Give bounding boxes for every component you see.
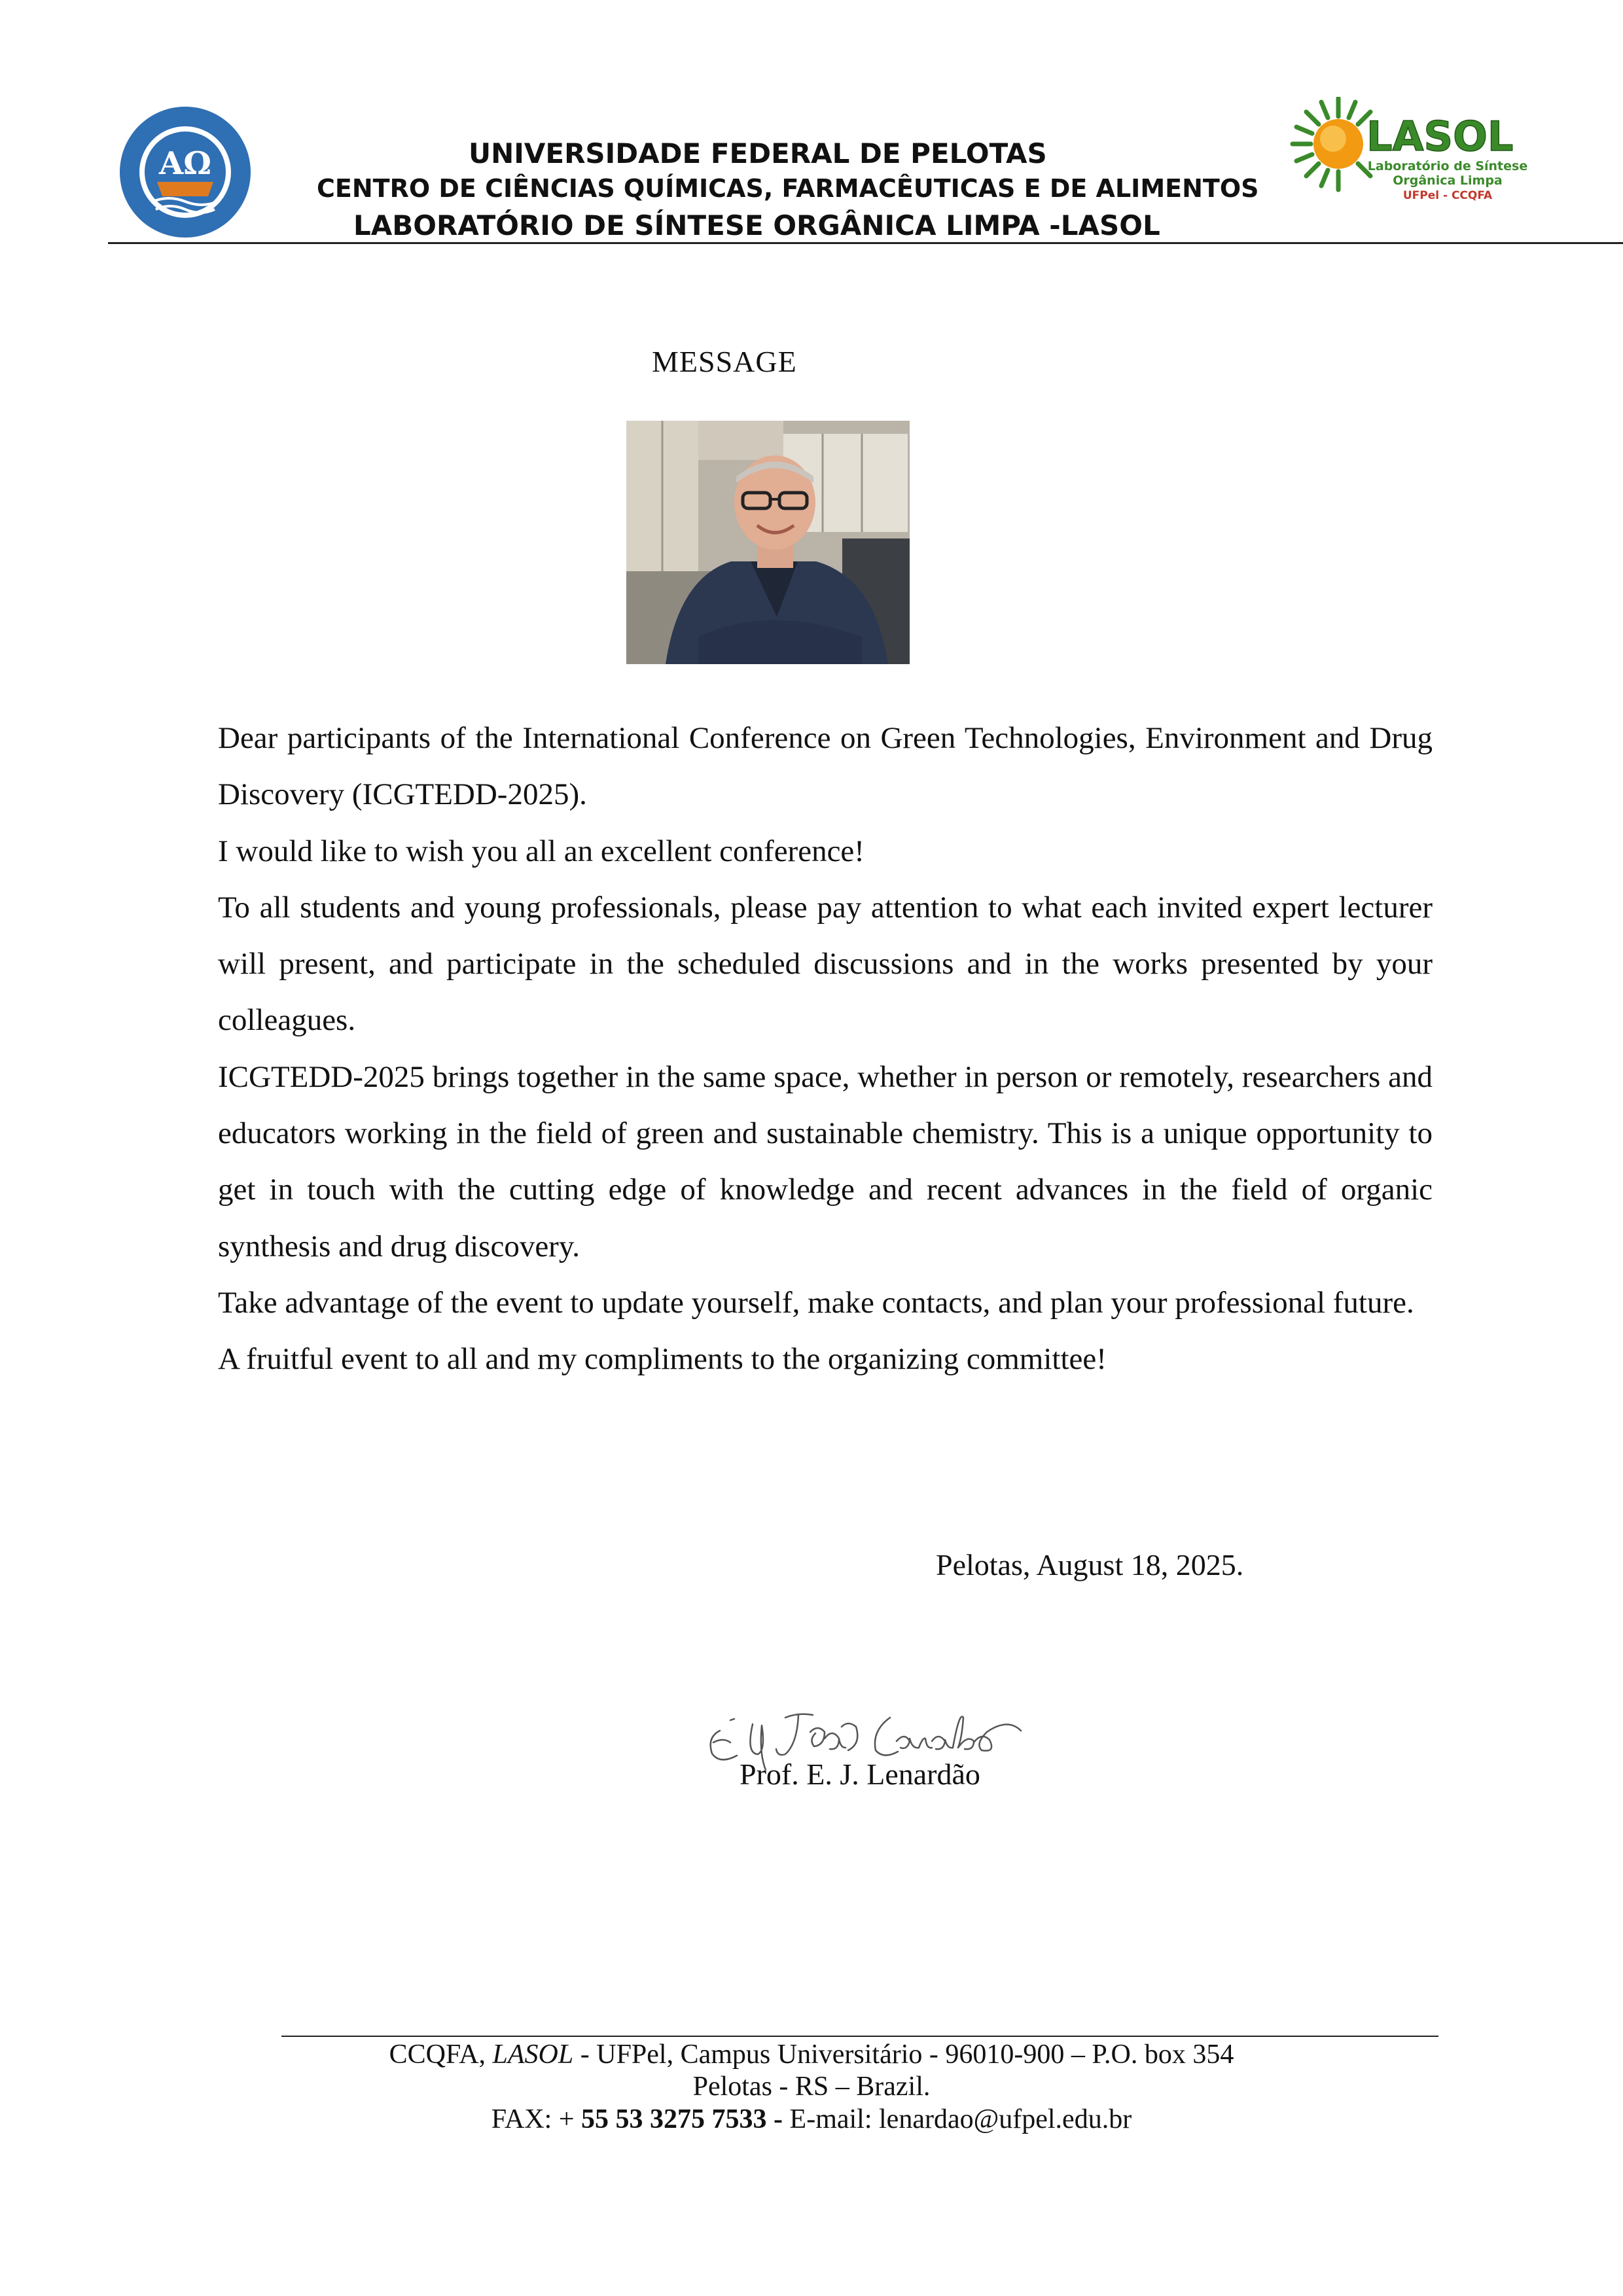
message-body	[218, 710, 1433, 1388]
header-divider	[108, 242, 1623, 244]
paragraph-4: ICGTEDD-2025 brings together in the same space, whether in person or remotely, researchers and educators working in the field of green and sustainable chemistry. This is a unique opportunity to get in touch with the cutting edge of knowledge and recent advances in the field of organic synthesis and drug discovery.	[218, 1059, 1433, 1263]
lasol-sun-icon	[1276, 97, 1531, 208]
footer-contact	[0, 2102, 1623, 2136]
svg-text:UFPel - CCQFA: UFPel - CCQFA	[1402, 189, 1493, 202]
header-center: CENTRO DE CIÊNCIAS QUÍMICAS, FARMACÊUTICAS E DE ALIMENTOS	[317, 174, 1259, 203]
paragraph-1: Dear participants of the International Conference on Green Technologies, Environment and Drug Discovery (ICGTEDD-2025).	[218, 721, 1433, 812]
signer-name: Prof. E. J. Lenardão	[740, 1757, 980, 1791]
svg-text:Orgânica Limpa: Orgânica Limpa	[1393, 173, 1503, 188]
footer-fax-number: 55 53 3275 7533 -	[581, 2104, 783, 2134]
footer-email: E-mail: lenardao@ufpel.edu.br	[783, 2104, 1132, 2134]
paragraph-3: To all students and young professionals, please pay attention to what each invited expert lecturer will present, and participate in the scheduled discussions and in the works presented by your colleagues.	[218, 890, 1433, 1038]
svg-text:Laboratório de Síntese: Laboratório de Síntese	[1367, 159, 1528, 173]
footer-city: Pelotas - RS – Brazil.	[692, 2072, 931, 2102]
footer-divider	[281, 2036, 1438, 2037]
paragraph-2: I would like to wish you all an excellent conference!	[218, 834, 865, 868]
footer-fax-label: FAX: +	[491, 2104, 582, 2134]
portrait-photo-icon	[626, 421, 910, 664]
svg-text:LASOL: LASOL	[1366, 113, 1514, 160]
header-university: UNIVERSIDADE FEDERAL DE PELOTAS	[469, 137, 1047, 169]
message-title: MESSAGE	[652, 345, 797, 378]
paragraph-6: A fruitful event to all and my compliments to the organizing committee!	[218, 1342, 1107, 1377]
ufpel-seal-icon	[116, 103, 254, 241]
footer-address-a: CCQFA,	[389, 2040, 493, 2070]
letter-date: Pelotas, August 18, 2025.	[936, 1548, 1244, 1581]
footer-address-b: - UFPel, Campus Universitário - 96010-900 – P.O. box 354	[573, 2040, 1234, 2070]
svg-text:AΩ: AΩ	[159, 145, 211, 182]
header-lab: LABORATÓRIO DE SÍNTESE ORGÂNICA LIMPA -LASOL	[353, 209, 1160, 241]
paragraph-5: Take advantage of the event to update yourself, make contacts, and plan your professional future.	[218, 1285, 1414, 1320]
footer-address-lasol: LASOL	[492, 2040, 574, 2070]
footer-address	[0, 2038, 1623, 2072]
